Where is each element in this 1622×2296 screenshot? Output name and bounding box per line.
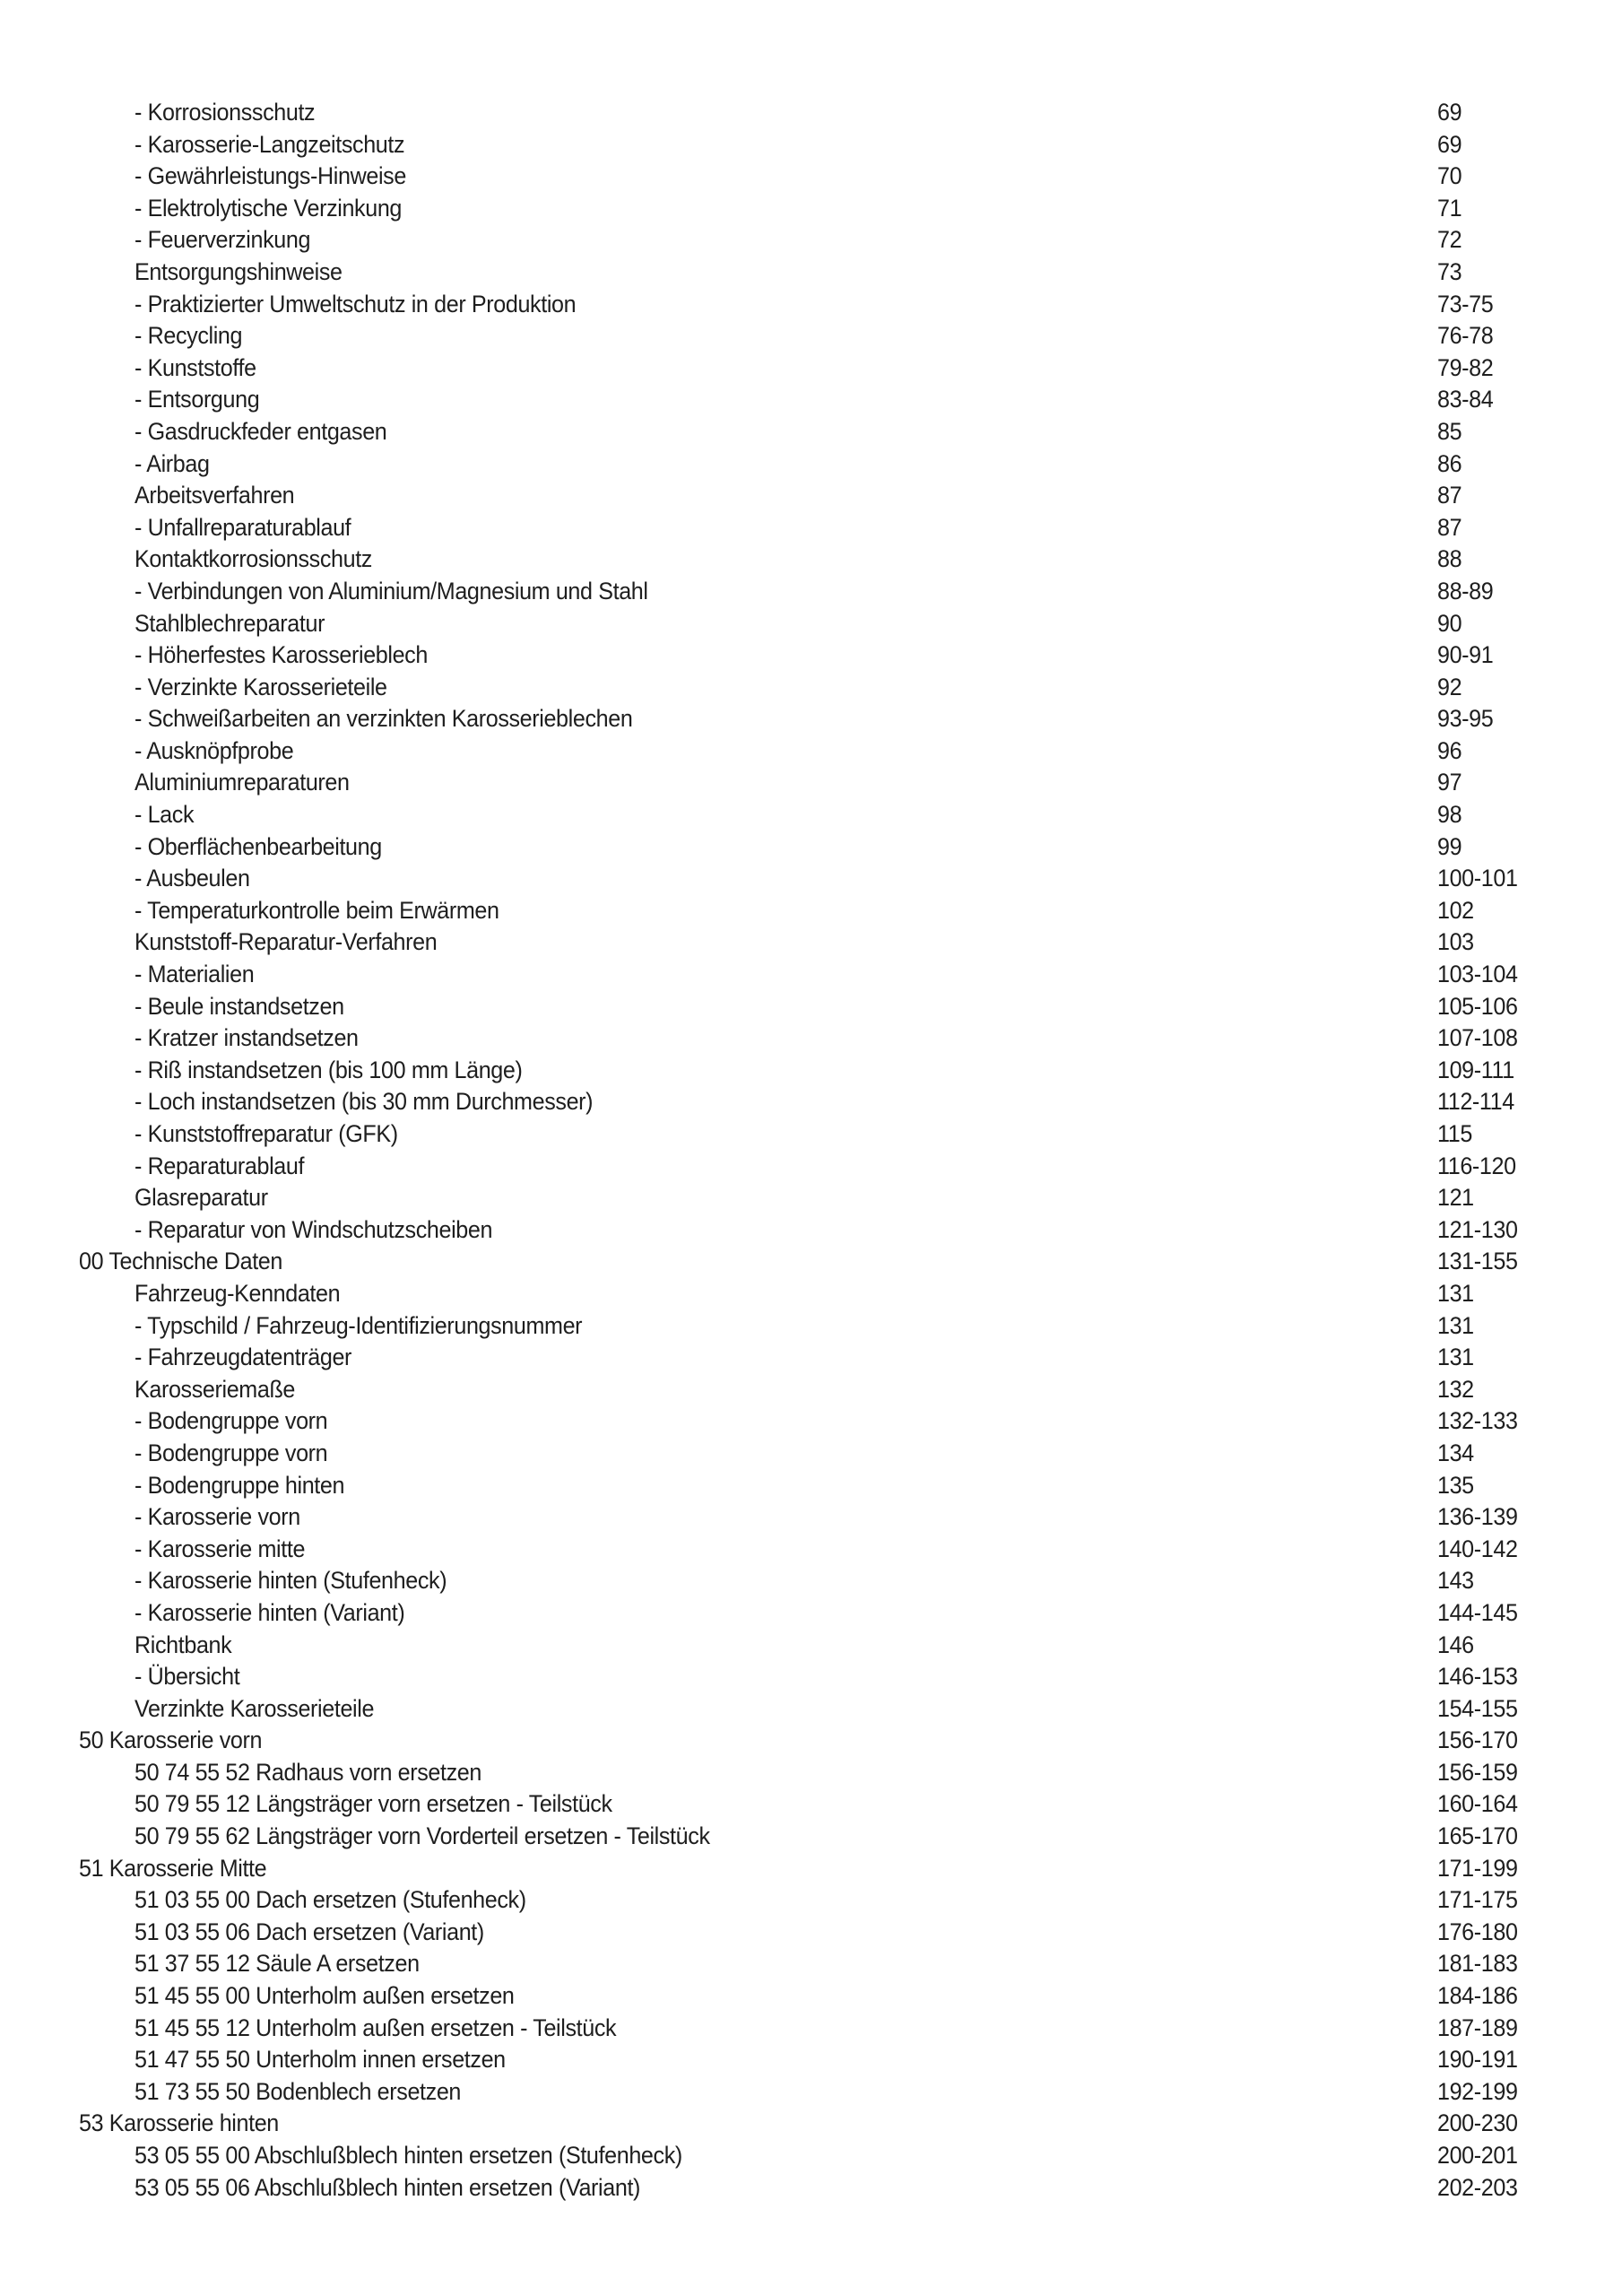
toc-entry-label: Aluminiumreparaturen xyxy=(134,769,350,796)
toc-entry-pages: 72 xyxy=(1437,226,1462,254)
toc-entry-pages: 192-199 xyxy=(1437,2077,1518,2105)
toc-entry-label: - Bodengruppe hinten xyxy=(134,1471,345,1499)
toc-entry-pages: 184-186 xyxy=(1437,1982,1518,2010)
toc-entry-pages: 73-75 xyxy=(1437,290,1494,317)
toc-entry-pages: 131 xyxy=(1437,1344,1474,1371)
toc-row xyxy=(79,352,1622,385)
toc-row xyxy=(79,1565,1622,1597)
toc-row xyxy=(79,672,1622,704)
toc-entry-label: 50 Karosserie vorn xyxy=(79,1726,263,1754)
toc-row xyxy=(79,1118,1622,1151)
toc-entry-label: Verzinkte Karosserieteile xyxy=(134,1694,375,1722)
toc-entry-pages: 71 xyxy=(1437,194,1462,222)
toc-entry-label: - Temperaturkontrolle beim Erwärmen xyxy=(134,896,499,924)
toc-row xyxy=(79,129,1622,161)
toc-row xyxy=(79,1470,1622,1502)
toc-entry-pages: 105-106 xyxy=(1437,992,1518,1020)
toc-entry-label: - Karosserie hinten (Stufenheck) xyxy=(134,1567,447,1595)
toc-entry-label: - Typschild / Fahrzeug-Identifizierungsnummer xyxy=(134,1311,583,1339)
toc-entry-pages: 102 xyxy=(1437,896,1474,924)
toc-entry-label: 51 45 55 12 Unterholm außen ersetzen - Teilstück xyxy=(134,2013,617,2041)
toc-row xyxy=(79,1534,1622,1566)
toc-entry-pages: 200-230 xyxy=(1437,2109,1518,2137)
toc-entry-label: - Verbindungen von Aluminium/Magnesium und Stahl xyxy=(134,577,648,604)
toc-row xyxy=(79,1501,1622,1534)
toc-entry-label: - Beule instandsetzen xyxy=(134,992,344,1020)
toc-entry-pages: 134 xyxy=(1437,1439,1474,1466)
toc-entry-pages: 98 xyxy=(1437,801,1462,829)
toc-entry-label: - Lack xyxy=(134,801,195,829)
toc-row xyxy=(79,544,1622,576)
toc-entry-label: 51 47 55 50 Unterholm innen ersetzen xyxy=(134,2046,506,2074)
toc-entry-label: - Unfallreparaturablauf xyxy=(134,513,351,541)
toc-row xyxy=(79,2108,1622,2140)
toc-row xyxy=(79,1438,1622,1470)
toc-row xyxy=(79,224,1622,257)
toc-entry-label: Kunststoff-Reparatur-Verfahren xyxy=(134,928,438,956)
toc-row xyxy=(79,2013,1622,2045)
toc-entry-label: Karosseriemaße xyxy=(134,1375,296,1403)
toc-entry-label: 51 03 55 06 Dach ersetzen (Variant) xyxy=(134,1918,484,1945)
toc-entry-label: - Elektrolytische Verzinkung xyxy=(134,194,403,222)
toc-entry-pages: 165-170 xyxy=(1437,1822,1518,1850)
toc-row xyxy=(79,831,1622,864)
toc-entry-pages: 92 xyxy=(1437,673,1462,700)
toc-entry-pages: 103-104 xyxy=(1437,961,1518,988)
toc-row xyxy=(79,1342,1622,1374)
toc-entry-pages: 121-130 xyxy=(1437,1215,1518,1243)
toc-entry-label: Kontaktkorrosionsschutz xyxy=(134,545,373,573)
toc-entry-pages: 131 xyxy=(1437,1311,1474,1339)
toc-entry-label: 51 45 55 00 Unterholm außen ersetzen xyxy=(134,1982,515,2010)
toc-entry-label: - Recycling xyxy=(134,322,243,350)
toc-entry-pages: 90 xyxy=(1437,609,1462,637)
toc-entry-label: - Karosserie hinten (Variant) xyxy=(134,1598,405,1626)
toc-entry-label: 50 79 55 62 Längsträger vorn Vorderteil ersetzen - Teilstück xyxy=(134,1822,710,1850)
toc-row xyxy=(79,2172,1622,2205)
toc-row xyxy=(79,2044,1622,2076)
toc-row xyxy=(79,1853,1622,1885)
toc-entry-pages: 76-78 xyxy=(1437,322,1494,350)
toc-row xyxy=(79,959,1622,991)
toc-row xyxy=(79,1948,1622,1980)
toc-entry-pages: 79-82 xyxy=(1437,353,1494,381)
toc-entry-pages: 121 xyxy=(1437,1184,1474,1212)
toc-entry-label: - Materialien xyxy=(134,961,255,988)
toc-entry-pages: 135 xyxy=(1437,1471,1474,1499)
toc-entry-label: 50 74 55 52 Radhaus vorn ersetzen xyxy=(134,1758,481,1786)
toc-row xyxy=(79,1917,1622,1949)
toc-entry-pages: 97 xyxy=(1437,769,1462,796)
toc-entry-label: - Karosserie-Langzeitschutz xyxy=(134,130,405,158)
toc-row xyxy=(79,608,1622,640)
toc-entry-pages: 90-91 xyxy=(1437,641,1494,669)
toc-row xyxy=(79,1725,1622,1757)
toc-entry-label: - Korrosionsschutz xyxy=(134,99,316,126)
toc-entry-pages: 171-199 xyxy=(1437,1854,1518,1882)
toc-entry-label: - Ausbeulen xyxy=(134,865,250,892)
toc-entry-pages: 87 xyxy=(1437,513,1462,541)
toc-entry-pages: 109-111 xyxy=(1437,1056,1514,1083)
toc-row xyxy=(79,512,1622,544)
toc-entry-pages: 171-175 xyxy=(1437,1886,1518,1914)
toc-row xyxy=(79,1182,1622,1214)
toc-entry-label: - Karosserie vorn xyxy=(134,1503,300,1531)
toc-entry-label: - Bodengruppe vorn xyxy=(134,1407,328,1435)
toc-row xyxy=(79,1821,1622,1853)
toc-entry-label: 50 79 55 12 Längsträger vorn ersetzen - Teilstück xyxy=(134,1790,612,1818)
toc-row xyxy=(79,1757,1622,1789)
toc-entry-pages: 87 xyxy=(1437,482,1462,509)
toc-entry-label: - Verzinkte Karosserieteile xyxy=(134,673,387,700)
toc-row xyxy=(79,1980,1622,2013)
toc-row xyxy=(79,639,1622,672)
toc-entry-pages: 136-139 xyxy=(1437,1503,1518,1531)
toc-entry-label: 51 73 55 50 Bodenblech ersetzen xyxy=(134,2077,462,2105)
toc-row xyxy=(79,1630,1622,1662)
toc-row xyxy=(79,926,1622,959)
toc-entry-pages: 103 xyxy=(1437,928,1474,956)
toc-entry-label: - Übersicht xyxy=(134,1663,240,1691)
toc-entry-label: Glasreparatur xyxy=(134,1184,268,1212)
toc-entry-pages: 156-170 xyxy=(1437,1726,1518,1754)
toc-row xyxy=(79,2140,1622,2172)
toc-entry-pages: 88 xyxy=(1437,545,1462,573)
toc-entry-pages: 88-89 xyxy=(1437,577,1494,604)
toc-row xyxy=(79,576,1622,608)
toc-entry-label: - Feuerverzinkung xyxy=(134,226,311,254)
toc-row xyxy=(79,289,1622,321)
toc-entry-label: - Reparaturablauf xyxy=(134,1152,305,1179)
toc-entry-label: 51 37 55 12 Säule A ersetzen xyxy=(134,1950,420,1978)
toc-entry-label: - Kunststoffreparatur (GFK) xyxy=(134,1120,398,1147)
toc-entry-label: 51 Karosserie Mitte xyxy=(79,1854,267,1882)
toc-row xyxy=(79,767,1622,799)
toc-entry-pages: 176-180 xyxy=(1437,1918,1518,1945)
toc-entry-pages: 181-183 xyxy=(1437,1950,1518,1978)
toc-row xyxy=(79,1661,1622,1693)
toc-entry-pages: 73 xyxy=(1437,257,1462,285)
toc-entry-pages: 143 xyxy=(1437,1567,1474,1595)
toc-entry-pages: 70 xyxy=(1437,162,1462,190)
toc-entry-pages: 187-189 xyxy=(1437,2013,1518,2041)
toc-row xyxy=(79,480,1622,512)
toc-entry-label: - Loch instandsetzen (bis 30 mm Durchmesser) xyxy=(134,1088,594,1116)
toc-row xyxy=(79,703,1622,735)
toc-entry-label: - Gasdruckfeder entgasen xyxy=(134,417,387,445)
toc-row xyxy=(79,448,1622,481)
toc-entry-label: - Oberflächenbearbeitung xyxy=(134,832,382,860)
toc-entry-pages: 146 xyxy=(1437,1631,1474,1658)
toc-entry-label: 00 Technische Daten xyxy=(79,1248,282,1275)
toc-row xyxy=(79,1214,1622,1247)
toc-entry-label: - Höherfestes Karosserieblech xyxy=(134,641,428,669)
toc-row xyxy=(79,416,1622,448)
toc-entry-label: - Schweißarbeiten an verzinkten Karosserieblechen xyxy=(134,705,633,733)
toc-entry-label: - Airbag xyxy=(134,449,210,477)
toc-row xyxy=(79,320,1622,352)
toc-list xyxy=(79,97,1622,2204)
toc-row xyxy=(79,257,1622,289)
toc-entry-pages: 154-155 xyxy=(1437,1694,1518,1722)
toc-entry-pages: 144-145 xyxy=(1437,1598,1518,1626)
toc-entry-label: - Gewährleistungs-Hinweise xyxy=(134,162,406,190)
toc-entry-label: 51 03 55 00 Dach ersetzen (Stufenheck) xyxy=(134,1886,526,1914)
toc-entry-pages: 86 xyxy=(1437,449,1462,477)
toc-entry-pages: 190-191 xyxy=(1437,2046,1518,2074)
toc-row xyxy=(79,1151,1622,1183)
toc-row xyxy=(79,735,1622,768)
toc-row xyxy=(79,1374,1622,1406)
toc-row xyxy=(79,895,1622,927)
toc-entry-label: Richtbank xyxy=(134,1631,232,1658)
toc-row xyxy=(79,97,1622,129)
toc-entry-pages: 93-95 xyxy=(1437,705,1494,733)
toc-entry-pages: 100-101 xyxy=(1437,865,1518,892)
toc-entry-pages: 107-108 xyxy=(1437,1024,1518,1052)
toc-entry-label: - Entsorgung xyxy=(134,386,260,413)
toc-entry-pages: 160-164 xyxy=(1437,1790,1518,1818)
toc-entry-pages: 69 xyxy=(1437,99,1462,126)
toc-row xyxy=(79,1278,1622,1310)
toc-entry-label: - Karosserie mitte xyxy=(134,1535,306,1562)
toc-row xyxy=(79,1310,1622,1343)
toc-entry-pages: 116-120 xyxy=(1437,1152,1516,1179)
toc-entry-label: - Kunststoffe xyxy=(134,353,256,381)
toc-entry-pages: 96 xyxy=(1437,736,1462,764)
toc-row xyxy=(79,193,1622,225)
toc-row xyxy=(79,1246,1622,1278)
toc-row xyxy=(79,1055,1622,1087)
toc-entry-label: - Praktizierter Umweltschutz in der Produktion xyxy=(134,290,577,317)
toc-entry-pages: 69 xyxy=(1437,130,1462,158)
toc-row xyxy=(79,799,1622,831)
toc-entry-pages: 83-84 xyxy=(1437,386,1494,413)
toc-entry-label: 53 05 55 00 Abschlußblech hinten ersetzen (Stufenheck) xyxy=(134,2142,682,2169)
toc-entry-pages: 131-155 xyxy=(1437,1248,1518,1275)
toc-row xyxy=(79,2076,1622,2109)
toc-entry-pages: 202-203 xyxy=(1437,2173,1518,2201)
toc-row xyxy=(79,384,1622,416)
toc-entry-label: - Reparatur von Windschutzscheiben xyxy=(134,1215,493,1243)
toc-entry-pages: 146-153 xyxy=(1437,1663,1518,1691)
toc-row xyxy=(79,1086,1622,1118)
toc-entry-label: Stahlblechreparatur xyxy=(134,609,325,637)
toc-row xyxy=(79,1788,1622,1821)
toc-entry-pages: 85 xyxy=(1437,417,1462,445)
toc-entry-label: 53 05 55 06 Abschlußblech hinten ersetzen (Variant) xyxy=(134,2173,641,2201)
toc-row xyxy=(79,161,1622,193)
toc-row xyxy=(79,1405,1622,1438)
toc-row xyxy=(79,1022,1622,1055)
toc-entry-pages: 112-114 xyxy=(1437,1088,1514,1116)
toc-entry-label: - Fahrzeugdatenträger xyxy=(134,1344,352,1371)
toc-entry-pages: 132-133 xyxy=(1437,1407,1518,1435)
toc-entry-pages: 140-142 xyxy=(1437,1535,1518,1562)
toc-row xyxy=(79,863,1622,895)
toc-entry-pages: 115 xyxy=(1437,1120,1472,1147)
toc-entry-pages: 99 xyxy=(1437,832,1462,860)
toc-entry-label: - Ausknöpfprobe xyxy=(134,736,294,764)
toc-entry-label: 53 Karosserie hinten xyxy=(79,2109,279,2137)
toc-entry-label: - Kratzer instandsetzen xyxy=(134,1024,359,1052)
toc-entry-label: Arbeitsverfahren xyxy=(134,482,295,509)
toc-entry-label: - Riß instandsetzen (bis 100 mm Länge) xyxy=(134,1056,523,1083)
toc-row xyxy=(79,1884,1622,1917)
toc-entry-label: Entsorgungshinweise xyxy=(134,257,343,285)
toc-entry-pages: 131 xyxy=(1437,1279,1474,1307)
toc-entry-label: - Bodengruppe vorn xyxy=(134,1439,328,1466)
toc-entry-pages: 132 xyxy=(1437,1375,1474,1403)
toc-entry-pages: 200-201 xyxy=(1437,2142,1518,2169)
toc-entry-label: Fahrzeug-Kenndaten xyxy=(134,1279,341,1307)
toc-row xyxy=(79,1693,1622,1726)
toc-row xyxy=(79,991,1622,1023)
toc-entry-pages: 156-159 xyxy=(1437,1758,1518,1786)
toc-row xyxy=(79,1597,1622,1630)
